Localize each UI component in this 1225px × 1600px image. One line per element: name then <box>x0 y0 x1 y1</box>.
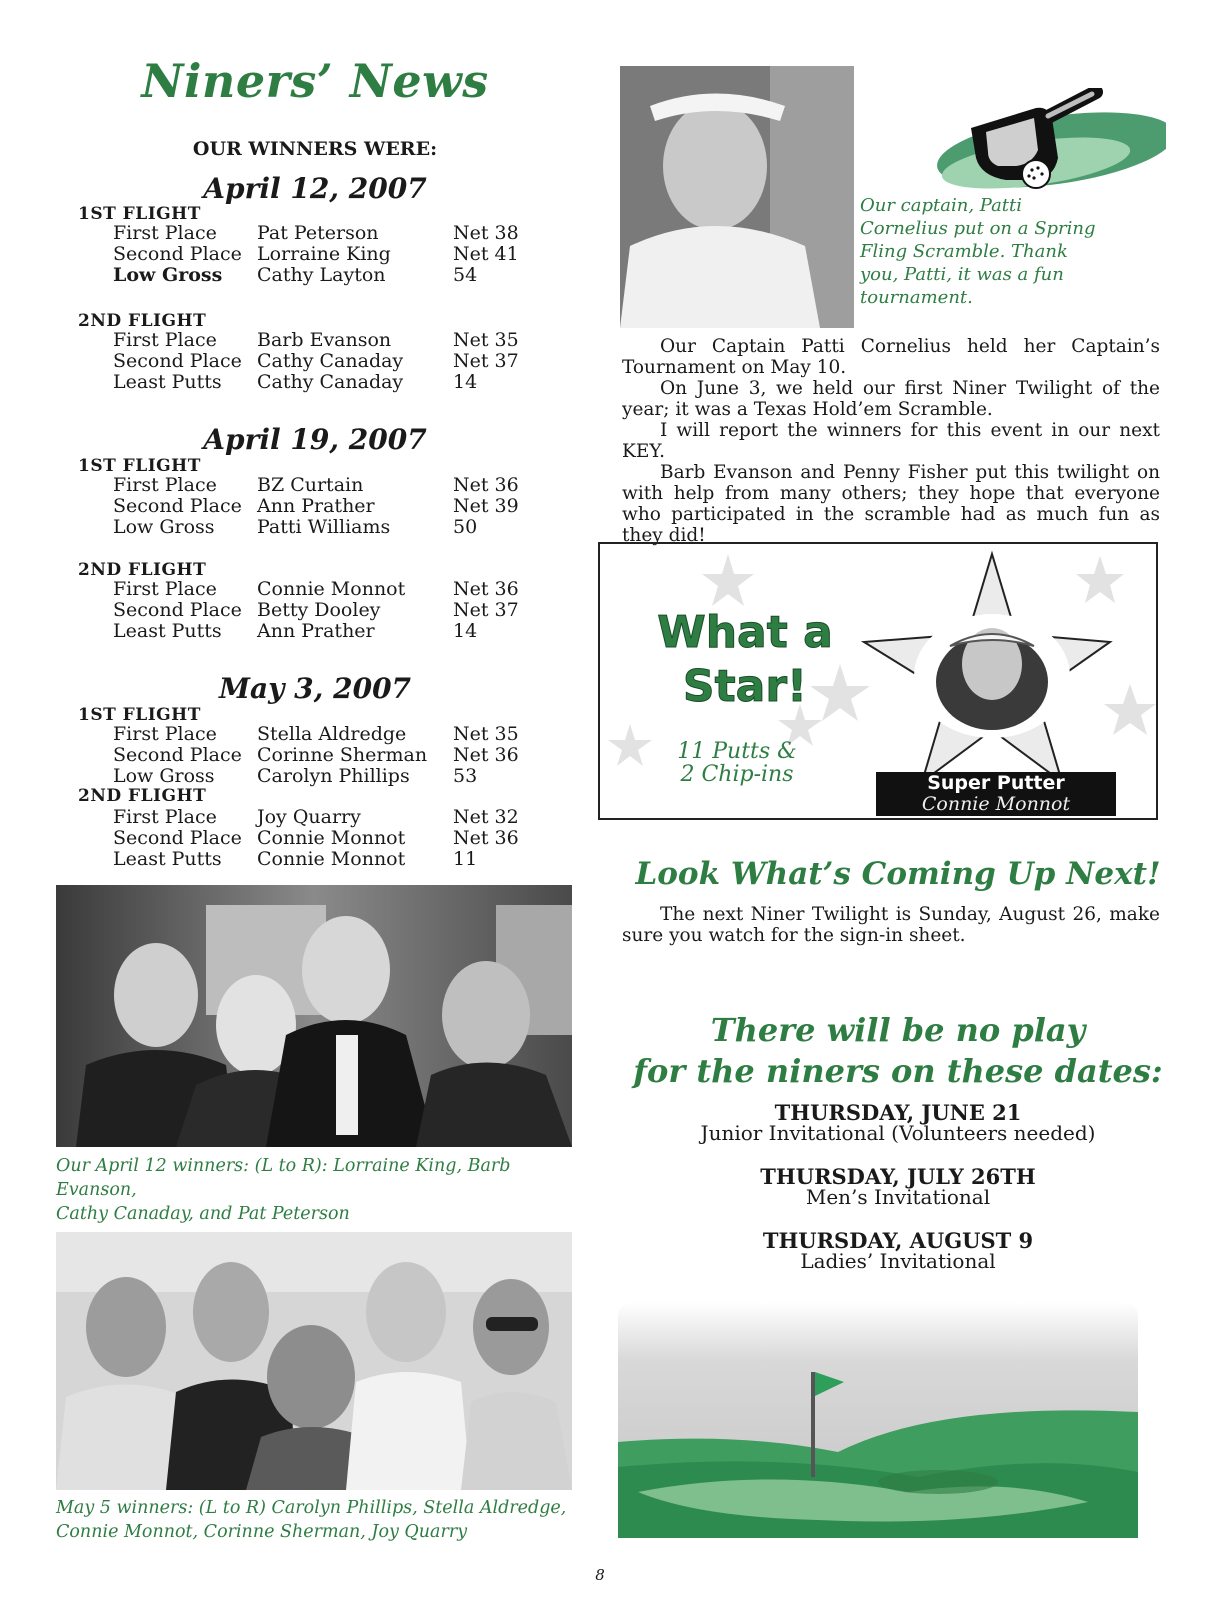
flight-label: 2ND FLIGHT <box>78 311 207 331</box>
photo-caption: Our April 12 winners: (L to R): Lorraine King, Barb Evanson, Cathy Canaday, and Pat Peterson <box>56 1156 511 1224</box>
flight-label: 1ST FLIGHT <box>78 456 201 476</box>
result-row: Low Gross Carolyn Phillips 53 <box>113 765 478 787</box>
coming-up-heading: Look What’s Coming Up Next! <box>635 856 1161 892</box>
star-box <box>598 542 1158 820</box>
result-row: Second Place Betty Dooley Net 37 <box>113 599 519 621</box>
result-row: First Place Barb Evanson Net 35 <box>113 329 519 351</box>
result-row: Second Place Lorraine King Net 41 <box>113 243 519 265</box>
result-row: Second Place Cathy Canaday Net 37 <box>113 350 519 372</box>
result-row: Least Putts Connie Monnot 11 <box>113 848 478 870</box>
flight-label: 2ND FLIGHT <box>78 786 207 806</box>
result-row: Low Gross Patti Williams 50 <box>113 516 478 538</box>
event-date: April 19, 2007 <box>203 423 427 456</box>
news-paragraph: Barb Evanson and Penny Fisher put this twilight on with help from many others; they hope that everyone who participated in the scramble had as much fun as they did! <box>622 462 1160 546</box>
page-number: 8 <box>595 1566 605 1584</box>
golf-club-icon <box>926 88 1166 198</box>
star-headline: What a Star! <box>657 607 833 712</box>
photo-caption: May 5 winners: (L to R) Carolyn Phillips, Stella Aldredge, Connie Monnot, Corinne Sherman, Joy Quarry <box>56 1498 567 1542</box>
golf-green-illustration <box>618 1302 1138 1538</box>
news-paragraph: On June 3, we held our first Niner Twilight of the year; it was a Texas Hold’em Scramble. <box>622 378 1160 420</box>
no-play-date: THURSDAY, AUGUST 9 Ladies’ Invitational <box>762 1228 1034 1273</box>
result-row: Second Place Connie Monnot Net 36 <box>113 827 519 849</box>
result-row: First Place Pat Peterson Net 38 <box>113 222 519 244</box>
result-row: Least Putts Ann Prather 14 <box>113 620 478 642</box>
no-play-date: THURSDAY, JUNE 21 Junior Invitational (Volunteers needed) <box>700 1100 1096 1145</box>
news-paragraph: I will report the winners for this event in our next KEY. <box>622 420 1160 462</box>
result-row: First Place Connie Monnot Net 36 <box>113 578 519 600</box>
flight-label: 2ND FLIGHT <box>78 560 207 580</box>
news-body <box>622 336 1160 546</box>
result-row: Second Place Ann Prather Net 39 <box>113 495 519 517</box>
result-row: Second Place Corinne Sherman Net 36 <box>113 744 519 766</box>
coming-up-text: The next Niner Twilight is Sunday, August 26, make sure you watch for the sign-in sheet. <box>622 904 1160 946</box>
result-row: Least Putts Cathy Canaday 14 <box>113 371 478 393</box>
result-row: First Place BZ Curtain Net 36 <box>113 474 519 496</box>
captain-photo <box>620 66 854 328</box>
flight-label: 1ST FLIGHT <box>78 705 201 725</box>
flight-label: 1ST FLIGHT <box>78 204 201 224</box>
star-subtext: 11 Putts & 2 Chip-ins <box>677 739 797 787</box>
winners-photo-april12 <box>56 885 572 1147</box>
event-date: May 3, 2007 <box>218 672 412 705</box>
result-row: Low Gross Cathy Layton 54 <box>113 264 478 286</box>
winners-photo-may5 <box>56 1232 572 1490</box>
super-putter-badge: Super Putter Connie Monnot <box>876 772 1116 816</box>
no-play-date: THURSDAY, JULY 26TH Men’s Invitational <box>760 1164 1036 1209</box>
event-date: April 12, 2007 <box>203 172 427 205</box>
result-row: First Place Joy Quarry Net 32 <box>113 806 519 828</box>
no-play-heading: There will be no play for the niners on these dates: <box>633 1011 1163 1090</box>
captain-caption: Our captain, Patti Cornelius put on a Spring Fling Scramble. Thank you, Patti, it was a fun tournament. <box>860 195 1096 308</box>
winners-header: OUR WINNERS WERE: <box>192 138 438 160</box>
page-title: Niners’ News <box>141 54 489 108</box>
news-paragraph: Our Captain Patti Cornelius held her Captain’s Tournament on May 10. <box>622 336 1160 378</box>
result-row: First Place Stella Aldredge Net 35 <box>113 723 519 745</box>
